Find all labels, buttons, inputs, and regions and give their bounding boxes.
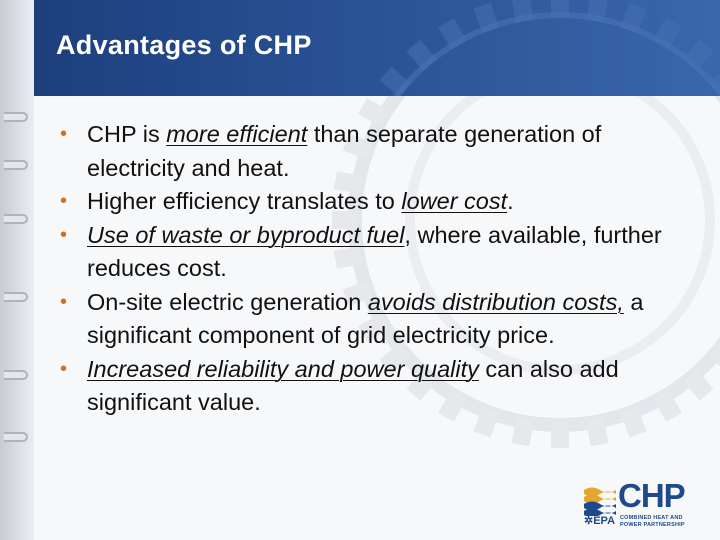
bullet-text: can also add significant value.	[87, 355, 619, 415]
strip-tick	[4, 292, 28, 302]
slide-title: Advantages of CHP	[56, 30, 312, 60]
chp-logo-mark-icon	[582, 482, 616, 516]
bullet-item	[56, 118, 666, 185]
bullet-text: a significant component of grid electricity price.	[87, 288, 644, 348]
logo-wordmark: CHP	[618, 477, 685, 514]
strip-tick	[4, 160, 28, 170]
gear-tooth	[474, 3, 500, 34]
bullet-text: On-site electric generation	[87, 288, 368, 315]
gear-tooth	[407, 40, 438, 71]
emphasized-text: more efficient	[166, 121, 308, 147]
emphasized-text: lower cost	[401, 188, 508, 214]
gear-tooth	[621, 3, 647, 34]
gear-tooth	[380, 67, 411, 96]
emphasized-text: Use of waste or byproduct fuel	[87, 221, 405, 248]
bullet-icon: •	[60, 290, 68, 313]
emphasized-text: Increased reliability and power quality	[87, 355, 479, 382]
bullet-icon: •	[60, 357, 68, 380]
strip-tick	[4, 370, 28, 380]
bullet-icon: •	[60, 123, 68, 145]
title-bar	[34, 0, 720, 96]
emphasized-text: avoids distribution costs,	[367, 288, 624, 315]
bullet-item	[56, 185, 666, 219]
gear-tooth	[551, 422, 569, 448]
strip-tick	[4, 214, 28, 224]
epa-chp-logo	[582, 476, 708, 532]
logo-tagline: COMBINED HEAT AND POWER PARTNERSHIP	[620, 515, 685, 528]
bullet-item	[56, 219, 666, 286]
bullet-text: Higher efficiency translates to	[87, 188, 402, 214]
gear-tooth	[551, 0, 569, 18]
epa-text: EPA	[593, 515, 616, 527]
bullet-list	[56, 118, 666, 420]
bullet-icon: •	[60, 190, 68, 212]
gear-tooth	[683, 40, 714, 71]
bullet-icon: •	[60, 223, 68, 246]
epa-seal-icon: ✲	[584, 515, 594, 527]
bullet-text: CHP is	[87, 121, 167, 147]
left-decor-strip	[0, 0, 34, 540]
bullet-text: , where available, further reduces cost.	[87, 221, 662, 281]
gear-tooth	[438, 18, 467, 50]
bullet-item	[56, 286, 666, 353]
bullet-item	[56, 353, 666, 420]
strip-tick	[4, 112, 28, 122]
gear-tooth	[653, 18, 682, 50]
strip-tick	[4, 432, 28, 442]
bullet-text: .	[507, 188, 514, 214]
bullet-text: than separate generation of electricity and heat.	[87, 121, 602, 181]
epa-label	[584, 514, 615, 527]
